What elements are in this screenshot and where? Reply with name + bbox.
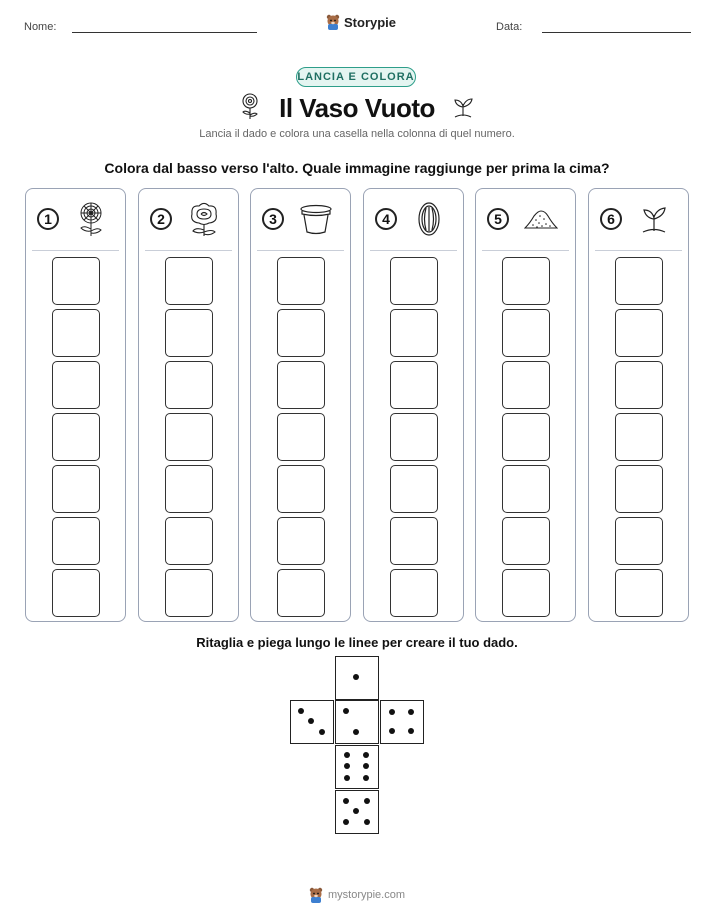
color-box[interactable] xyxy=(52,413,100,461)
column-divider xyxy=(32,250,119,251)
color-box[interactable] xyxy=(277,517,325,565)
column-divider xyxy=(370,250,457,251)
pip xyxy=(343,798,349,804)
column-number: 5 xyxy=(487,208,509,230)
color-box[interactable] xyxy=(390,309,438,357)
color-box[interactable] xyxy=(502,465,550,513)
pip xyxy=(389,709,395,715)
pip xyxy=(364,798,370,804)
color-box[interactable] xyxy=(277,257,325,305)
color-box[interactable] xyxy=(165,413,213,461)
pip xyxy=(344,752,350,758)
pip xyxy=(363,752,369,758)
column-number: 1 xyxy=(37,208,59,230)
color-box[interactable] xyxy=(277,309,325,357)
pip xyxy=(343,819,349,825)
chrysanthemum-flower-icon xyxy=(74,201,108,237)
color-box[interactable] xyxy=(615,517,663,565)
column-number: 6 xyxy=(600,208,622,230)
pip xyxy=(364,819,370,825)
color-box[interactable] xyxy=(390,361,438,409)
color-box[interactable] xyxy=(277,465,325,513)
pip xyxy=(353,729,359,735)
column-5 xyxy=(475,188,576,622)
column-divider xyxy=(257,250,344,251)
pip xyxy=(363,763,369,769)
color-box[interactable] xyxy=(165,361,213,409)
die-face-5 xyxy=(335,790,379,834)
column-3 xyxy=(250,188,351,622)
page-subtitle: Lancia il dado e colora una casella nella colonna di quel numero. xyxy=(199,128,515,140)
sprout-decoration-icon xyxy=(452,94,474,120)
brand-name: Storypie xyxy=(344,14,397,30)
bear-mascot-icon xyxy=(309,887,323,903)
color-box[interactable] xyxy=(615,309,663,357)
color-box[interactable] xyxy=(390,465,438,513)
coloring-instruction: Colora dal basso verso l'alto. Quale immagine raggiunge per prima la cima? xyxy=(104,160,610,176)
color-box[interactable] xyxy=(277,569,325,617)
color-box[interactable] xyxy=(502,569,550,617)
color-box[interactable] xyxy=(165,309,213,357)
pip xyxy=(343,708,349,714)
color-box[interactable] xyxy=(390,257,438,305)
color-box[interactable] xyxy=(502,361,550,409)
color-box[interactable] xyxy=(615,361,663,409)
color-box[interactable] xyxy=(615,257,663,305)
color-box[interactable] xyxy=(277,361,325,409)
name-line[interactable] xyxy=(72,32,257,33)
pip xyxy=(389,728,395,734)
color-box[interactable] xyxy=(502,517,550,565)
column-number: 2 xyxy=(150,208,172,230)
pip xyxy=(319,729,325,735)
column-number: 3 xyxy=(262,208,284,230)
sprout-icon xyxy=(637,201,671,237)
dice-net xyxy=(290,656,424,836)
color-box[interactable] xyxy=(52,257,100,305)
column-6 xyxy=(588,188,689,622)
pip xyxy=(344,763,350,769)
color-box[interactable] xyxy=(277,413,325,461)
page-title: Il Vaso Vuoto xyxy=(279,93,435,123)
pip xyxy=(408,709,414,715)
color-box[interactable] xyxy=(615,413,663,461)
color-box[interactable] xyxy=(52,465,100,513)
color-box[interactable] xyxy=(390,569,438,617)
seed-icon xyxy=(412,201,446,237)
color-box[interactable] xyxy=(52,309,100,357)
color-box[interactable] xyxy=(52,361,100,409)
color-box[interactable] xyxy=(165,517,213,565)
color-box[interactable] xyxy=(165,569,213,617)
pip xyxy=(363,775,369,781)
die-face-4 xyxy=(380,700,424,744)
date-label: Data: xyxy=(496,21,523,33)
color-box[interactable] xyxy=(502,413,550,461)
activity-badge: LANCIA E COLORA xyxy=(296,67,416,87)
color-box[interactable] xyxy=(615,465,663,513)
pip xyxy=(353,808,359,814)
column-1 xyxy=(25,188,126,622)
name-label: Nome: xyxy=(24,21,57,33)
color-box[interactable] xyxy=(502,257,550,305)
die-face-6 xyxy=(335,745,379,789)
color-box[interactable] xyxy=(390,517,438,565)
color-box[interactable] xyxy=(52,517,100,565)
pip xyxy=(408,728,414,734)
color-box[interactable] xyxy=(165,257,213,305)
peony-flower-icon xyxy=(187,201,221,237)
die-face-2 xyxy=(335,700,379,744)
soil-pile-icon xyxy=(524,201,558,237)
color-box[interactable] xyxy=(52,569,100,617)
date-line[interactable] xyxy=(542,32,691,33)
pip xyxy=(308,718,314,724)
column-divider xyxy=(595,250,682,251)
pip xyxy=(353,674,359,680)
die-face-3 xyxy=(290,700,334,744)
color-box[interactable] xyxy=(502,309,550,357)
bear-mascot-icon xyxy=(326,14,340,30)
column-divider xyxy=(145,250,232,251)
pip xyxy=(298,708,304,714)
column-number: 4 xyxy=(375,208,397,230)
empty-pot-icon xyxy=(299,201,333,237)
footer xyxy=(0,887,714,903)
brand-logo xyxy=(326,14,396,30)
color-box[interactable] xyxy=(615,569,663,617)
color-box[interactable] xyxy=(165,465,213,513)
column-divider xyxy=(482,250,569,251)
column-4 xyxy=(363,188,464,622)
die-face-1 xyxy=(335,656,379,700)
column-2 xyxy=(138,188,239,622)
dice-instruction: Ritaglia e piega lungo le linee per creare il tuo dado. xyxy=(196,635,518,650)
pip xyxy=(344,775,350,781)
footer-website: mystorypie.com xyxy=(327,889,406,901)
color-box[interactable] xyxy=(390,413,438,461)
